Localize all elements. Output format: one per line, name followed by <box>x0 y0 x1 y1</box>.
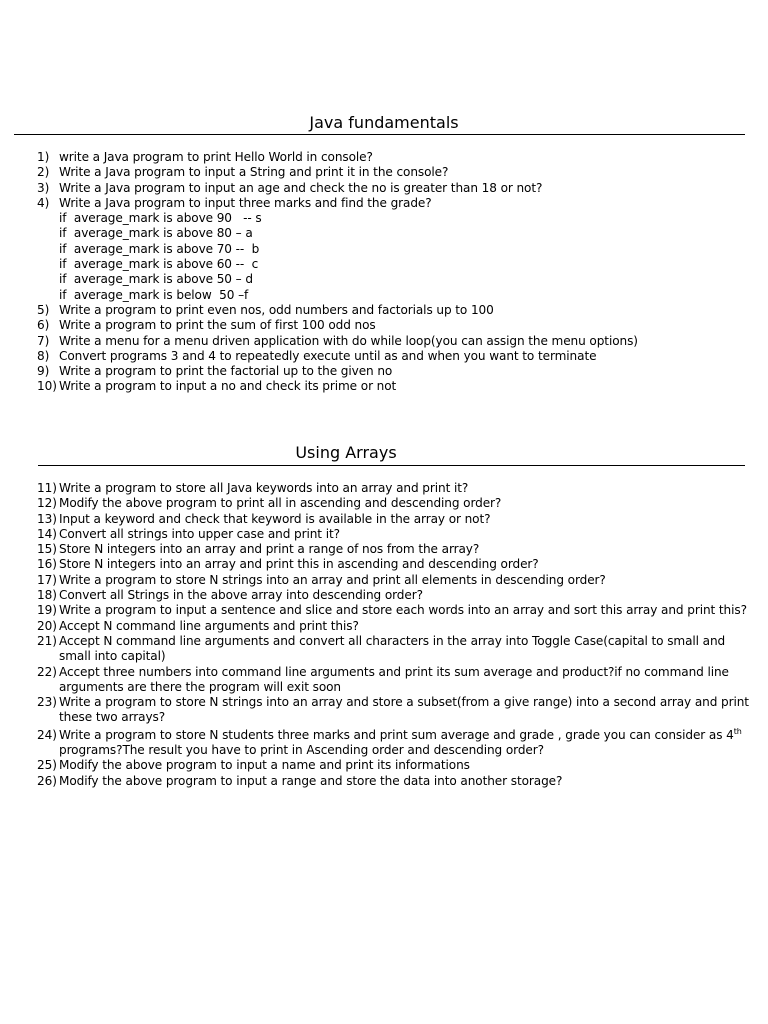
list-item <box>37 557 749 572</box>
item-number: 12) <box>37 496 57 511</box>
item-text: Accept three numbers into command line arguments and print its sum average and product?if no command line arguments are there the program will exit soon <box>59 664 729 694</box>
section-title-java-fundamentals: Java fundamentals <box>309 113 459 132</box>
ordinal-suffix: th <box>733 726 742 736</box>
list-item <box>37 303 749 318</box>
item-text-part: Write a program to store N students three marks and print sum average and grade , grade you can consider as 4 <box>59 727 734 742</box>
item-number: 16) <box>37 557 57 572</box>
arrays-list <box>37 481 749 789</box>
list-item <box>37 603 749 618</box>
grade-rule: if average_mark is above 80 – a <box>59 226 253 241</box>
section-divider <box>14 134 745 135</box>
item-text: Modify the above program to print all in ascending and descending order? <box>59 496 502 511</box>
item-number: 11) <box>37 481 57 495</box>
item-number: 2) <box>37 165 50 180</box>
list-item <box>37 150 749 165</box>
list-item <box>37 496 749 511</box>
list-item <box>37 634 749 665</box>
item-text: Write a menu for a menu driven application with do while loop(you can assign the menu options) <box>59 333 638 348</box>
item-text: Write a program to print the factorial up to the given no <box>59 364 393 379</box>
list-item <box>37 695 749 726</box>
item-number: 10) <box>37 379 57 394</box>
item-text: Write a program to input a sentence and slice and store each words into an array and sort this array and print this? <box>59 603 747 618</box>
list-item <box>37 588 749 603</box>
item-number: 9) <box>37 364 50 379</box>
section-divider <box>38 465 745 466</box>
item-text: Accept N command line arguments and convert all characters in the array into Toggle Case(capital to small and small into capital) <box>59 633 726 664</box>
item-text: Store N integers into an array and print this in ascending and descending order? <box>59 557 539 572</box>
list-item <box>37 573 749 588</box>
list-item <box>37 165 749 180</box>
list-item <box>37 318 749 333</box>
list-item <box>37 619 749 634</box>
list-item <box>37 364 749 379</box>
list-item <box>37 181 749 196</box>
item-text: Convert programs 3 and 4 to repeatedly execute until as and when you want to terminate <box>59 348 597 363</box>
item-text: write a Java program to print Hello World in console? <box>59 150 373 164</box>
item-number: 1) <box>37 150 50 164</box>
item-text: Write a program to store all Java keywords into an array and print it? <box>59 481 469 495</box>
item-text-part: programs?The result you have to print in Ascending order and descending order? <box>59 743 544 758</box>
item-number: 24) <box>37 727 57 742</box>
item-number: 18) <box>37 588 57 603</box>
item-number: 23) <box>37 695 57 710</box>
item-text: Input a keyword and check that keyword is available in the array or not? <box>59 511 491 526</box>
grade-rule: if average_mark is above 50 – d <box>59 272 253 287</box>
item-number: 19) <box>37 603 57 618</box>
item-number: 17) <box>37 572 57 587</box>
list-item <box>37 334 749 349</box>
list-item <box>37 379 749 394</box>
grade-rule: if average_mark is below 50 –f <box>59 287 249 302</box>
item-text: Write a program to store N strings into an array and print all elements in descending order? <box>59 572 606 587</box>
list-item <box>37 196 749 211</box>
item-number: 13) <box>37 511 57 526</box>
item-number: 7) <box>37 333 50 348</box>
fundamentals-list <box>37 150 749 395</box>
grade-rule: if average_mark is above 90 -- s <box>59 211 262 226</box>
grade-rule: if average_mark is above 60 -- c <box>59 257 259 272</box>
item-text: Convert all strings into upper case and print it? <box>59 526 340 541</box>
item-number: 22) <box>37 664 57 679</box>
item-text <box>59 728 749 759</box>
list-item <box>37 542 749 557</box>
item-text: Write a Java program to input three marks and find the grade? <box>59 195 432 210</box>
list-item <box>37 758 749 773</box>
item-text: Write a program to store N strings into an array and store a subset(from a give range) into a second array and print these two arrays? <box>59 695 749 725</box>
list-item <box>37 481 749 496</box>
item-text: Modify the above program to input a range and store the data into another storage? <box>59 773 563 788</box>
item-number: 4) <box>37 195 50 210</box>
item-text: Write a program to print the sum of first 100 odd nos <box>59 318 376 333</box>
list-item <box>37 512 749 527</box>
item-text: Convert all Strings in the above array into descending order? <box>59 588 423 603</box>
item-number: 8) <box>37 348 50 363</box>
section-title-using-arrays: Using Arrays <box>295 443 397 462</box>
item-number: 21) <box>37 633 57 648</box>
item-text: Store N integers into an array and print a range of nos from the array? <box>59 542 480 557</box>
item-text: Write a Java program to input a String and print it in the console? <box>59 165 449 180</box>
item-number: 6) <box>37 318 50 333</box>
item-text: Write a program to print even nos, odd numbers and factorials up to 100 <box>59 302 494 317</box>
list-item <box>37 527 749 542</box>
item-number: 3) <box>37 180 50 195</box>
list-item <box>37 665 749 696</box>
item-number: 15) <box>37 542 57 557</box>
item-number: 5) <box>37 302 50 317</box>
item-text: Modify the above program to input a name and print its informations <box>59 758 470 773</box>
list-item <box>37 728 749 759</box>
item-text: Write a Java program to input an age and check the no is greater than 18 or not? <box>59 180 543 195</box>
item-number: 26) <box>37 773 57 788</box>
item-number: 14) <box>37 526 57 541</box>
grade-rule: if average_mark is above 70 -- b <box>59 241 260 256</box>
item-number: 25) <box>37 758 57 773</box>
item-number: 20) <box>37 618 57 633</box>
list-item <box>37 774 749 789</box>
item-text: Write a program to input a no and check its prime or not <box>59 379 397 394</box>
item-text: Accept N command line arguments and print this? <box>59 618 359 633</box>
list-item <box>37 349 749 364</box>
